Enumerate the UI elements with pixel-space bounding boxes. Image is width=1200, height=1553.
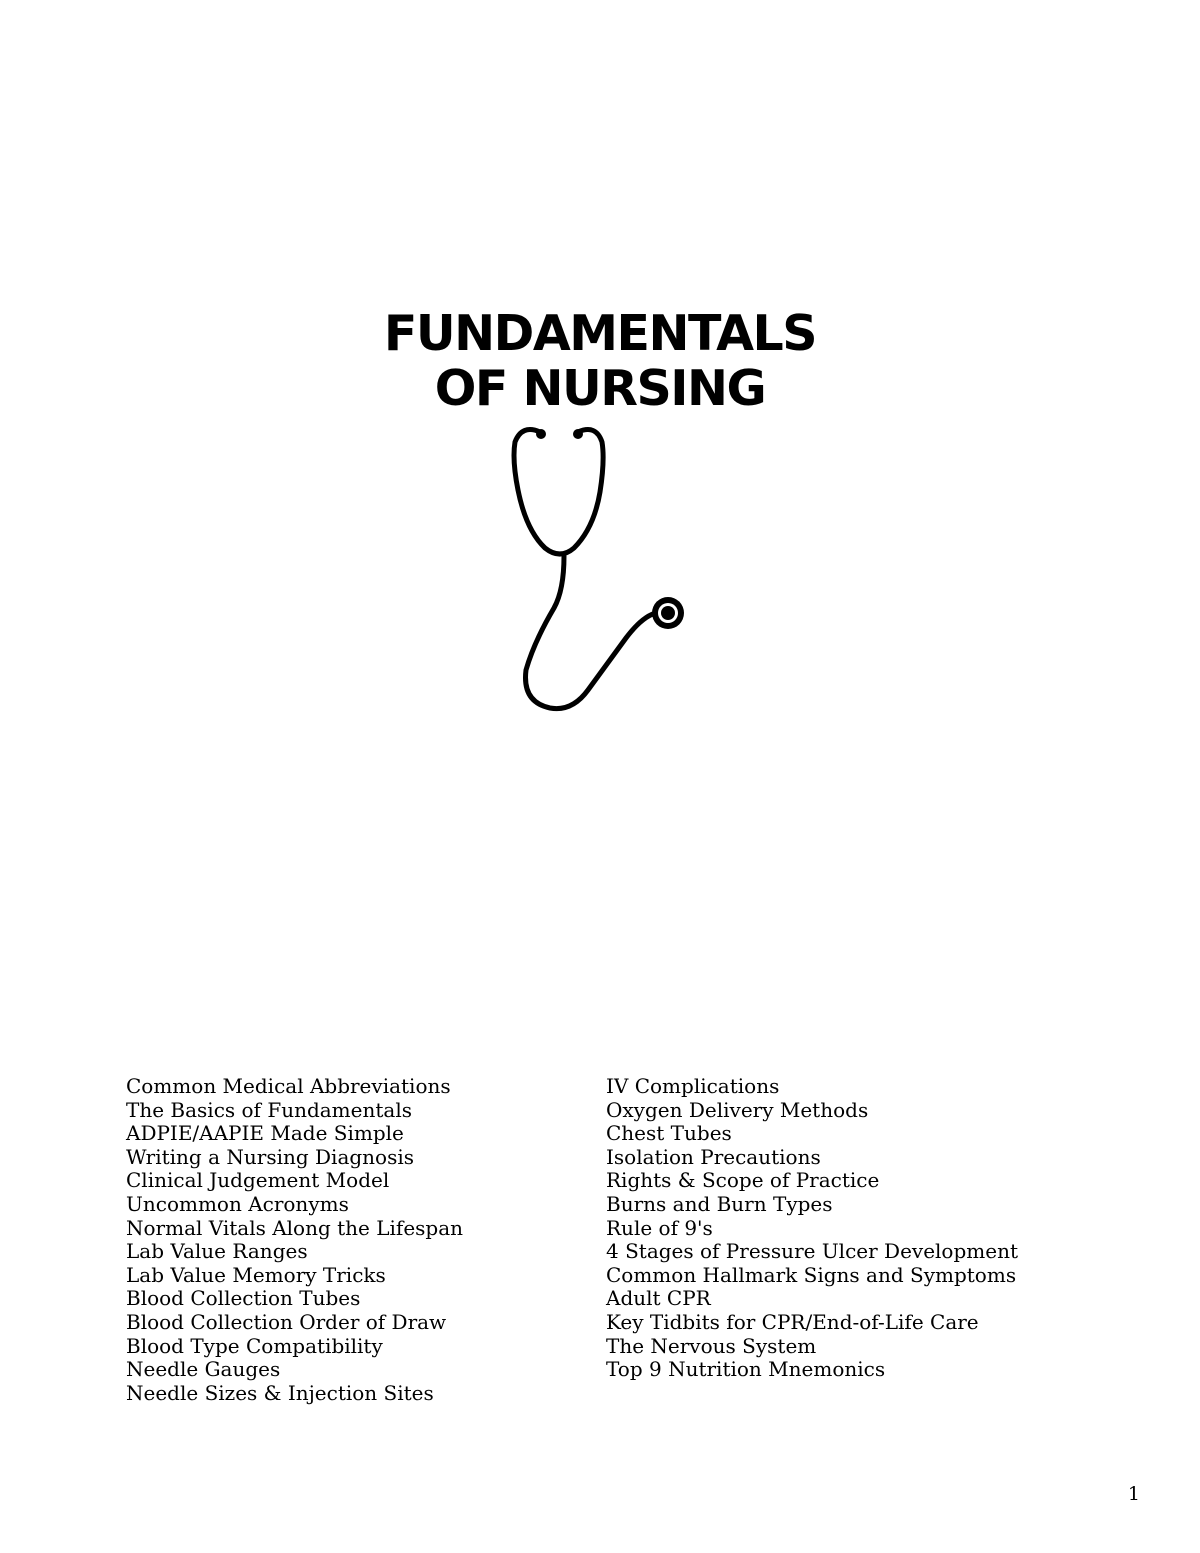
title-line-2: OF NURSING xyxy=(434,360,766,417)
toc-item: Clinical Judgement Model xyxy=(126,1168,390,1193)
toc-item: Oxygen Delivery Methods xyxy=(606,1097,869,1122)
toc-item: IV Complications xyxy=(606,1074,780,1098)
toc-item: Writing a Nursing Diagnosis xyxy=(126,1144,415,1169)
toc-item: Chest Tubes xyxy=(606,1121,732,1146)
stethoscope-icon xyxy=(500,420,700,720)
page-number: 1 xyxy=(1127,1483,1140,1505)
toc-item: Rule of 9's xyxy=(606,1215,713,1240)
toc-left-column xyxy=(126,1075,463,1405)
toc-item: Key Tidbits for CPR/End-of-Life Care xyxy=(606,1309,979,1334)
toc-item: Top 9 Nutrition Mnemonics xyxy=(606,1357,886,1382)
toc-item: Blood Collection Tubes xyxy=(126,1286,361,1311)
toc-item: 4 Stages of Pressure Ulcer Development xyxy=(606,1239,1018,1264)
toc-right-column xyxy=(606,1075,1018,1382)
toc-item: ADPIE/AAPIE Made Simple xyxy=(126,1121,404,1146)
toc-item: Lab Value Memory Tricks xyxy=(126,1262,386,1287)
title-line-1: FUNDAMENTALS xyxy=(383,305,817,362)
toc-item: Normal Vitals Along the Lifespan xyxy=(126,1215,464,1240)
toc-item: Burns and Burn Types xyxy=(606,1191,833,1216)
toc-item: Blood Type Compatibility xyxy=(126,1333,383,1358)
toc-item: The Nervous System xyxy=(606,1333,817,1358)
toc-item: The Basics of Fundamentals xyxy=(126,1097,412,1122)
toc-item: Common Medical Abbreviations xyxy=(126,1074,451,1098)
toc-item: Needle Sizes & Injection Sites xyxy=(126,1380,434,1405)
toc-item: Common Hallmark Signs and Symptoms xyxy=(606,1262,1017,1287)
toc-item: Isolation Precautions xyxy=(606,1144,821,1169)
toc-item: Needle Gauges xyxy=(126,1357,281,1382)
toc-item: Adult CPR xyxy=(606,1286,711,1311)
toc-item: Lab Value Ranges xyxy=(126,1239,308,1264)
toc-item: Blood Collection Order of Draw xyxy=(126,1309,447,1334)
toc-item: Rights & Scope of Practice xyxy=(606,1168,880,1193)
toc-item: Uncommon Acronyms xyxy=(126,1191,349,1216)
